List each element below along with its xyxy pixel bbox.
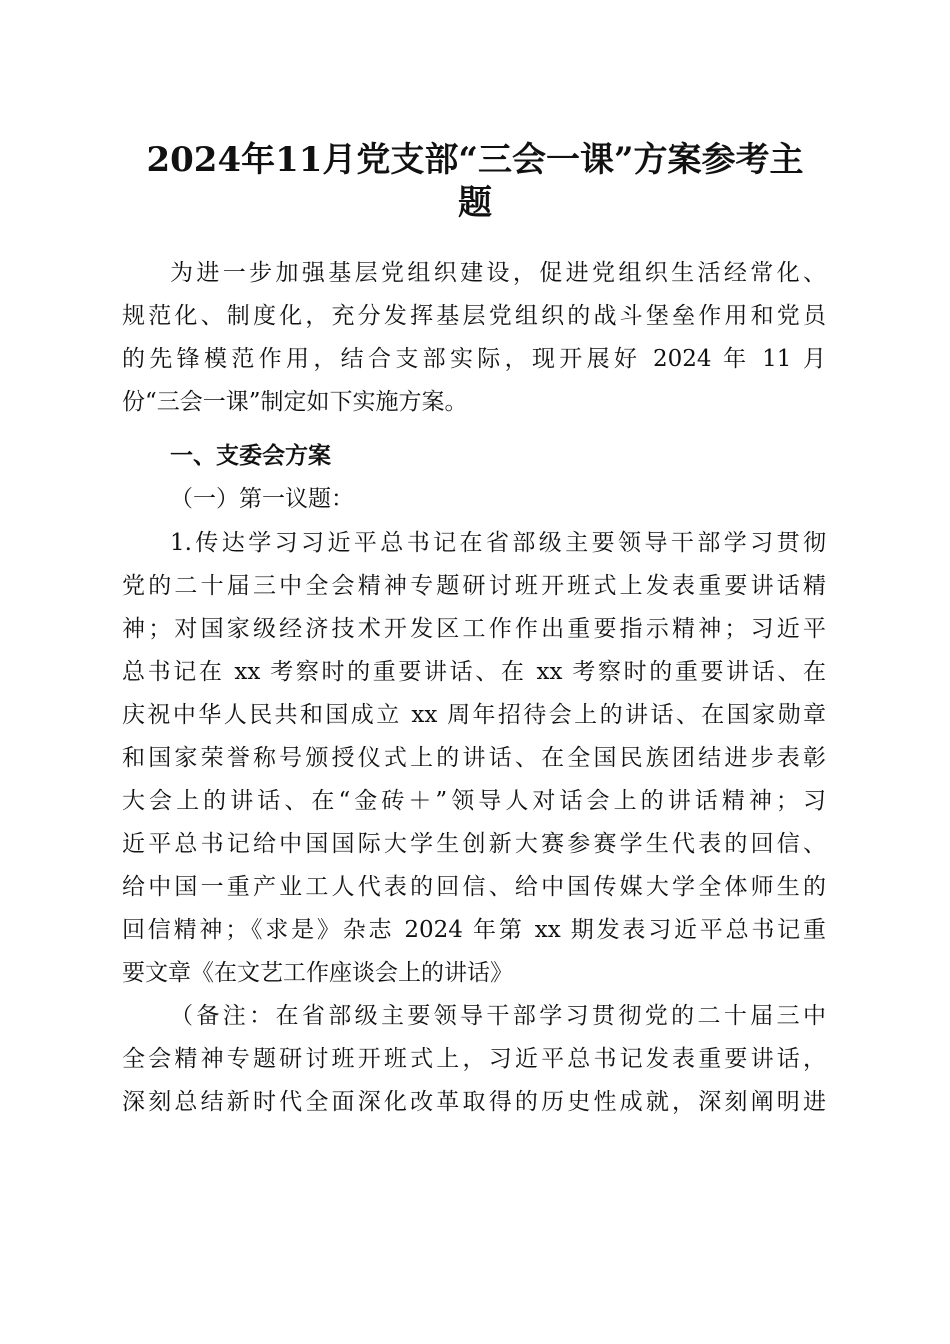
- intro-line: 的先锋模范作用，结合支部实际，现开展好 2024 年 11 月: [122, 346, 826, 372]
- item-line: 和国家荣誉称号颁授仪式上的讲话、在全国民族团结进步表彰: [122, 745, 826, 771]
- document-title-line-1: 2024年11月党支部“三会一课”方案参考主: [146, 140, 804, 180]
- item-line: 总书记在 xx 考察时的重要讲话、在 xx 考察时的重要讲话、在: [122, 659, 826, 685]
- section-heading: 一、支委会方案: [170, 443, 331, 469]
- item-line: 近平总书记给中国国际大学生创新大赛参赛学生代表的回信、: [122, 831, 826, 857]
- intro-line: 规范化、制度化，充分发挥基层党组织的战斗堡垒作用和党员: [122, 303, 826, 329]
- item-line: 回信精神；《求是》杂志 2024 年第 xx 期发表习近平总书记重: [122, 917, 826, 943]
- note-line: 全会精神专题研讨班开班式上，习近平总书记发表重要讲话，: [122, 1046, 826, 1072]
- item-line: 庆祝中华人民共和国成立 xx 周年招待会上的讲话、在国家勋章: [122, 702, 826, 728]
- subsection-heading: （一）第一议题：: [170, 486, 354, 512]
- intro-line: 为进一步加强基层党组织建设，促进党组织生活经常化、: [170, 260, 826, 286]
- note-line: 深刻总结新时代全面深化改革取得的历史性成就，深刻阐明进: [122, 1089, 826, 1115]
- item-line: 给中国一重产业工人代表的回信、给中国传媒大学全体师生的: [122, 874, 826, 900]
- item-line: 党的二十届三中全会精神专题研讨班开班式上发表重要讲话精: [122, 573, 826, 599]
- document-title-line-2: 题: [458, 183, 492, 223]
- item-line: 要文章《在文艺工作座谈会上的讲话》: [122, 960, 513, 986]
- item-line: 神；对国家级经济技术开发区工作作出重要指示精神；习近平: [122, 616, 826, 642]
- item-line: 大会上的讲话、在“金砖＋”领导人对话会上的讲话精神；习: [122, 788, 826, 814]
- note-line: （备注：在省部级主要领导干部学习贯彻党的二十届三中: [170, 1003, 826, 1029]
- item-line: 1.传达学习习近平总书记在省部级主要领导干部学习贯彻: [170, 530, 826, 556]
- intro-line: 份“三会一课”制定如下实施方案。: [122, 389, 468, 415]
